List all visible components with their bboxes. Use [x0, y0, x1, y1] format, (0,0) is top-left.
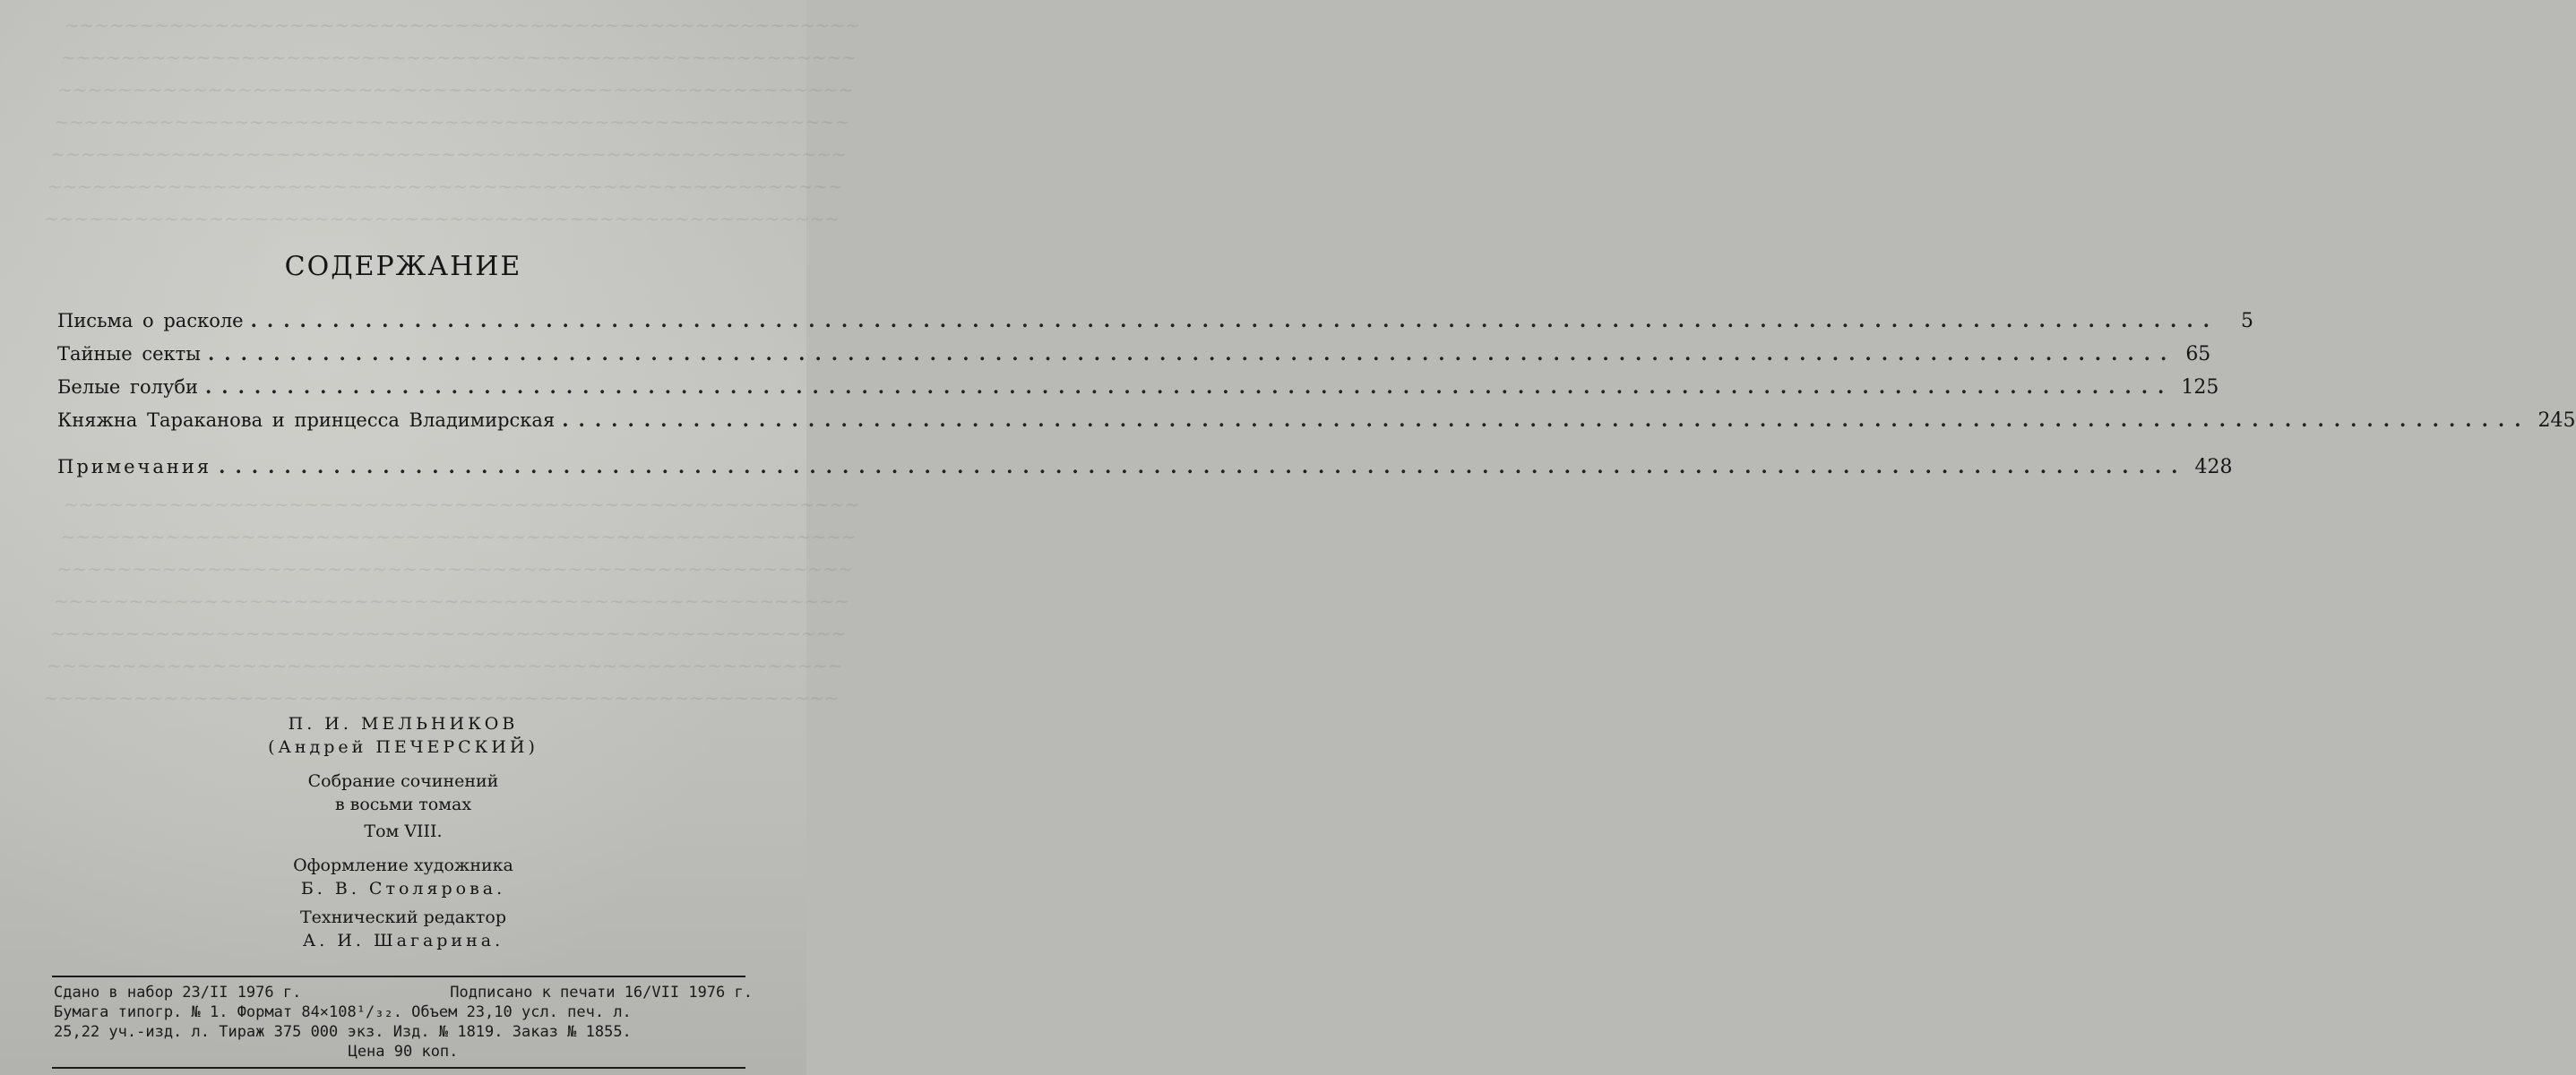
- toc-entry-secret-sects[interactable]: [57, 342, 2211, 375]
- design-label: Оформление художника: [293, 856, 513, 875]
- typeset-date: Сдано в набор 23/II 1976 г.: [54, 984, 302, 1002]
- toc-leader-dots: ........................................................................................................................: [219, 455, 2188, 477]
- bleed-through-text: ~~~~~~~~~~~~~~~~~~~~~~~~~~~~~~~~~~~~~~~~~~~~~~~~~~~~~ ~~~~~~~~~~~~~~~~~~~~~~~~~~~~~~~~~~~~~~~~~~~~~~~~~~~~~ ~~~~~~~~~~~~~~~~~~~~~~~~~~~~~~~~~~~~~~~~~~~~~~~~~~~~~ ~~~~~~~~~~~~~~~~~~~~~~~~~~~~~~~~~~~~~~~~~~~~~~~~~~~~~ ~~~~~~~~~~~~~~~~~~~~~~~~~~~~~~~~~~~~~~~~~~~~~~~~~~~~~ ~~~~~~~~~~~~~~~~~~~~~~~~~~~~~~~~~~~~~~~~~~~~~~~~~~~~~ ~~~~~~~~~~~~~~~~~~~~~~~~~~~~~~~~~~~~~~~~~~~~~~~~~~~~~: [42, 494, 861, 709]
- toc-entry-white-doves[interactable]: [57, 375, 2219, 408]
- toc-entry-title: Княжна Тараканова и принцесса Владимирская: [57, 409, 556, 431]
- toc-leader-dots: ........................................................................................................................: [207, 342, 2177, 365]
- colophon: [0, 712, 806, 952]
- toc-leader-dots: ........................................................................................................................: [562, 408, 2531, 431]
- print-approval-date: Подписано к печати 16/VII 1976 г.: [450, 984, 753, 1002]
- toc-entry-title: Письма о расколе: [57, 310, 244, 331]
- author-pseudonym: (Андрей ПЕЧЕРСКИЙ): [268, 737, 538, 757]
- toc-entry-page: 428: [2194, 456, 2233, 478]
- volume-number: Том VIII.: [364, 821, 443, 841]
- toc-entry-title: Белые голуби: [57, 376, 198, 398]
- imprint-bottom-rule: [52, 1067, 745, 1069]
- paper-format-line: Бумага типогр. № 1. Формат 84×108¹/₃₂. Объем 23,10 усл. печ. л.: [54, 1003, 632, 1021]
- toc-entry-page: 5: [2240, 310, 2253, 332]
- editor-name: А. И. Шагарина.: [302, 931, 504, 950]
- toc-leader-dots: ........................................................................................................................: [205, 375, 2175, 398]
- toc-entry-page: 65: [2185, 343, 2211, 366]
- toc-heading: СОДЕРЖАНИЕ: [284, 251, 522, 282]
- editor-label: Технический редактор: [299, 907, 507, 927]
- table-of-contents: [57, 309, 2576, 488]
- toc-entry-title: Примечания: [57, 456, 212, 477]
- collection-subtitle: в восьми томах: [334, 795, 472, 814]
- imprint-block: [54, 983, 753, 1062]
- print-run-line: 25,22 уч.-изд. л. Тираж 375 000 экз. Изд. № 1819. Заказ № 1855.: [54, 1023, 632, 1041]
- toc-entry-notes[interactable]: [57, 455, 2233, 488]
- toc-entry-letters-on-schism[interactable]: [57, 309, 2253, 342]
- imprint-top-rule: [52, 976, 745, 977]
- toc-entry-page: 245: [2537, 409, 2576, 432]
- price-line: Цена 90 коп.: [348, 1043, 459, 1061]
- author-name: П. И. МЕЛЬНИКОВ: [288, 714, 519, 734]
- design-artist: Б. В. Столярова.: [300, 879, 506, 899]
- collection-title: Собрание сочинений: [307, 771, 499, 791]
- bleed-through-text: ~~~~~~~~~~~~~~~~~~~~~~~~~~~~~~~~~~~~~~~~~~~~~~~~~~~~~ ~~~~~~~~~~~~~~~~~~~~~~~~~~~~~~~~~~~~~~~~~~~~~~~~~~~~~ ~~~~~~~~~~~~~~~~~~~~~~~~~~~~~~~~~~~~~~~~~~~~~~~~~~~~~ ~~~~~~~~~~~~~~~~~~~~~~~~~~~~~~~~~~~~~~~~~~~~~~~~~~~~~ ~~~~~~~~~~~~~~~~~~~~~~~~~~~~~~~~~~~~~~~~~~~~~~~~~~~~~ ~~~~~~~~~~~~~~~~~~~~~~~~~~~~~~~~~~~~~~~~~~~~~~~~~~~~~ ~~~~~~~~~~~~~~~~~~~~~~~~~~~~~~~~~~~~~~~~~~~~~~~~~~~~~: [42, 14, 862, 229]
- toc-entry-title: Тайные секты: [57, 343, 201, 365]
- toc-entry-page: 125: [2181, 376, 2219, 399]
- toc-entry-princess-tarakanova[interactable]: [57, 408, 2576, 442]
- imprint-dates-line: [54, 983, 753, 1002]
- toc-leader-dots: ........................................................................................................................: [250, 309, 2219, 331]
